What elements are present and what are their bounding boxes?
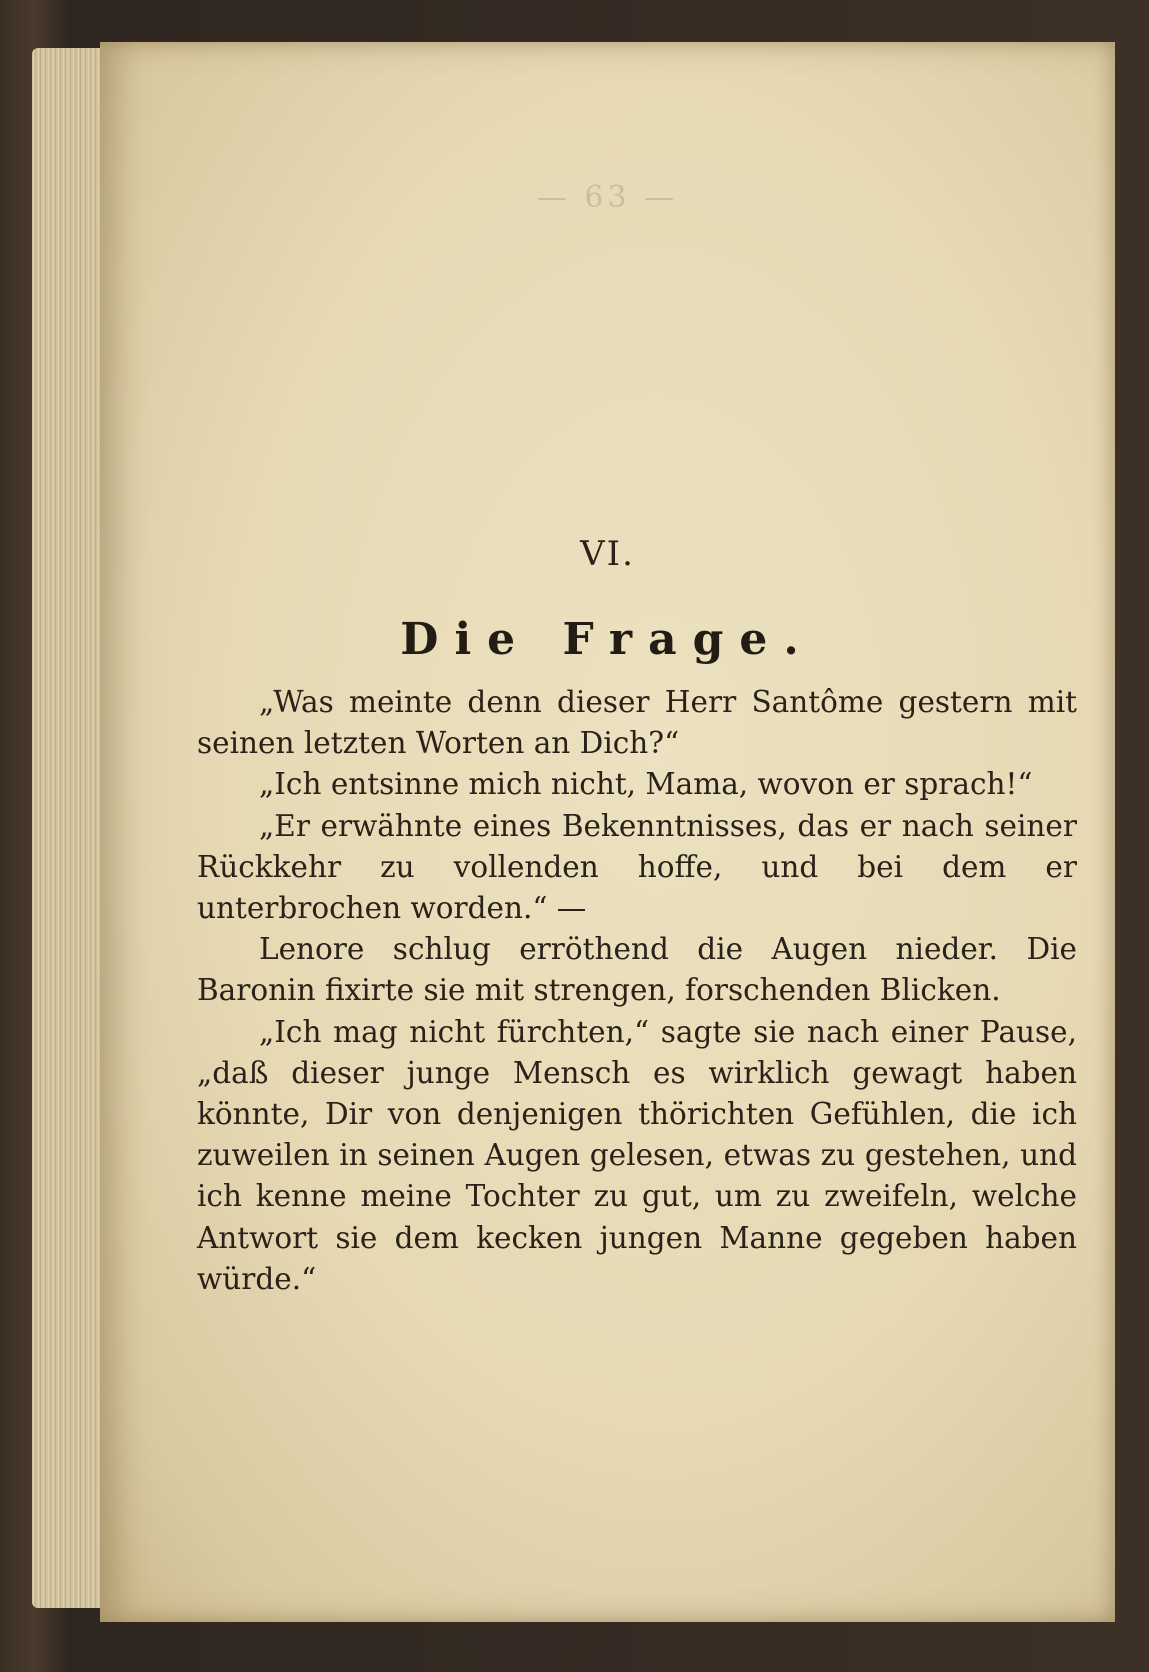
paragraph-1: „Was meinte denn dieser Herr Santôme gestern mit seinen letzten Worten an Dich?“ xyxy=(197,685,1077,761)
paragraph-5: „Ich mag nicht fürchten,“ sagte sie nach einer Pause, „daß dieser junge Mensch es wirklich gewagt haben könnte, Dir von denjenigen thörichten Gefühlen, die ich zuweilen in seinen Augen gelesen, etwas zu gestehen, und ich kenne meine Tochter zu gut, um zu zweifeln, welche Antwort sie dem kecken jungen Manne gegeben haben würde.“ xyxy=(197,1014,1077,1296)
chapter-title: Die Frage. xyxy=(400,614,815,665)
paragraph-2: „Ich entsinne mich nicht, Mama, wovon er sprach!“ xyxy=(259,767,1033,802)
book-page xyxy=(100,42,1115,1622)
page-number: — 63 — xyxy=(536,180,679,215)
chapter-number: VI. xyxy=(580,534,635,574)
paragraph-4: Lenore schlug erröthend die Augen nieder. Die Baronin fixirte sie mit strengen, forschenden Blicken. xyxy=(197,932,1077,1008)
text-body xyxy=(197,682,1077,1300)
paragraph-3: „Er erwähnte eines Bekenntnisses, das er nach seiner Rückkehr zu vollenden hoffe, und bei dem er unterbrochen worden.“ — xyxy=(197,808,1077,926)
